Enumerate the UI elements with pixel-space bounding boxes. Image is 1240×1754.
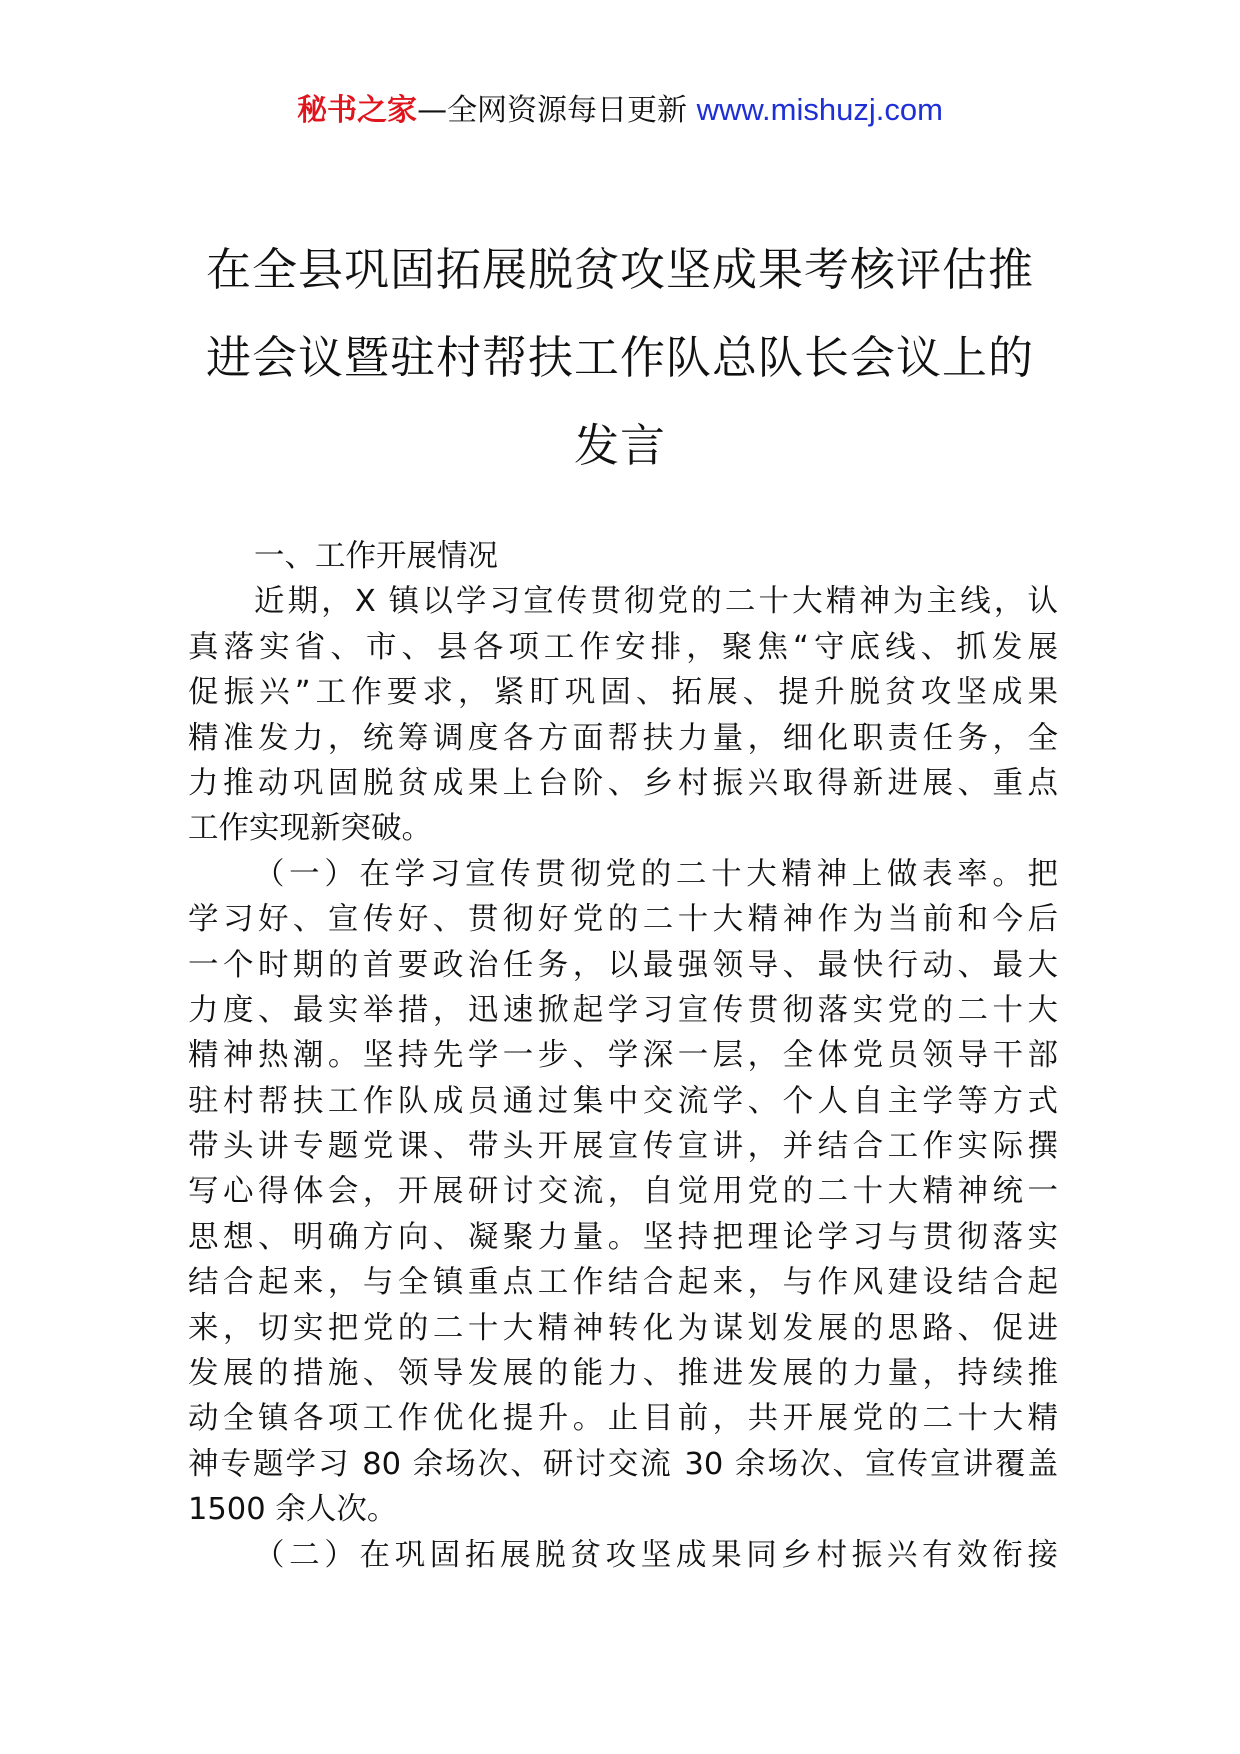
paragraph-line: 结合起来，与全镇重点工作结合起来，与作风建设结合起 [188, 1265, 1058, 1301]
title-line: 在全县巩固拓展脱贫攻坚成果考核评估推 [205, 243, 1034, 296]
paragraph-line: 神专题学习 80 余场次、研讨交流 30 余场次、宣传宣讲覆盖 [188, 1446, 1058, 1482]
paragraph-line: 发展的措施、领导发展的能力、推进发展的力量，持续推 [188, 1356, 1058, 1392]
document-title [200, 226, 1040, 490]
paragraph-line: 工作实现新突破。 [188, 811, 432, 847]
paragraph-line: 精神热潮。坚持先学一步、学深一层，全体党员领导干部 [188, 1038, 1058, 1074]
paragraph-line: 学习好、宣传好、贯彻好党的二十大精神作为当前和今后 [188, 902, 1058, 938]
site-url-link[interactable]: www.mishuzj.com [696, 92, 943, 127]
brand-name: 秘书之家 [297, 93, 418, 128]
paragraph-line: 一个时期的首要政治任务，以最强领导、最快行动、最大 [188, 947, 1058, 983]
paragraph-line: 驻村帮扶工作队成员通过集中交流学、个人自主学等方式 [188, 1083, 1058, 1119]
subsection-heading-line: （二）在巩固拓展脱贫攻坚成果同乡村振兴有效衔接 [254, 1537, 1058, 1573]
paragraph-line: 思想、明确方向、凝聚力量。坚持把理论学习与贯彻落实 [188, 1219, 1058, 1255]
paragraph-line: 促振兴”工作要求，紧盯巩固、拓展、提升脱贫攻坚成果 [188, 675, 1058, 711]
paragraph-line: 精准发力，统筹调度各方面帮扶力量，细化职责任务，全 [188, 720, 1058, 756]
paragraph-line: 动全镇各项工作优化提升。止目前，共开展党的二十大精 [188, 1401, 1058, 1437]
paragraph-line: 力度、最实举措，迅速掀起学习宣传贯彻落实党的二十大 [188, 992, 1058, 1028]
title-line: 发言 [573, 419, 666, 472]
paragraph-line: 带头讲专题党课、带头开展宣传宣讲，并结合工作实际撰 [188, 1129, 1058, 1165]
paragraph-line: 1500 余人次。 [188, 1492, 398, 1528]
paragraph-line: 真落实省、市、县各项工作安排，聚焦“守底线、抓发展 [188, 629, 1058, 665]
document-body [188, 534, 1058, 1578]
paragraph-line: 近期，X 镇以学习宣传贯彻党的二十大精神为主线，认 [254, 584, 1058, 620]
paragraph-line: 力推动巩固脱贫成果上台阶、乡村振兴取得新进展、重点 [188, 765, 1058, 801]
site-header [0, 88, 1240, 133]
header-slogan: —全网资源每日更新 [417, 93, 688, 128]
paragraph-line: 写心得体会，开展研讨交流，自觉用党的二十大精神统一 [188, 1174, 1058, 1210]
subsection-heading-line: （一）在学习宣传贯彻党的二十大精神上做表率。把 [254, 856, 1058, 892]
section-heading: 一、工作开展情况 [254, 539, 498, 574]
paragraph-line: 来，切实把党的二十大精神转化为谋划发展的思路、促进 [188, 1310, 1058, 1346]
title-line: 进会议暨驻村帮扶工作队总队长会议上的 [205, 331, 1034, 384]
